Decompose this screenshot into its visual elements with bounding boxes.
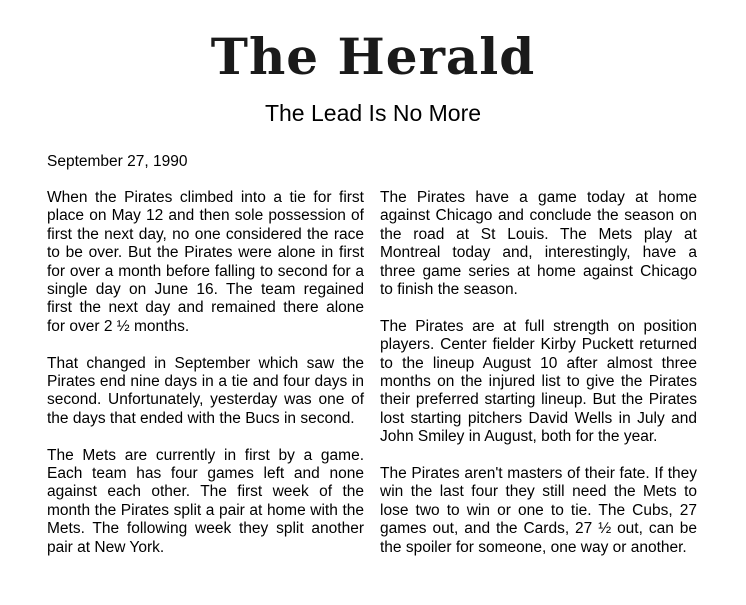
article-paragraph: The Pirates aren't masters of their fate. If they win the last four they still need the Mets to lose two to win or one to tie. The Cubs, 27 games out, and the Cards, 27 ½ out, can be the spoiler for someone, one way or another. [380,465,697,556]
article-column-left [47,189,364,575]
article-headline: The Lead Is No More [264,100,482,126]
masthead-title: The Herald [210,27,536,86]
article-dateline: September 27, 1990 [47,153,188,170]
article-paragraph: The Mets are currently in first by a game. Each team has four games left and none against each other. The first week of the month the Pirates split a pair at home with the Mets. The following week they split another pair at New York. [47,446,364,556]
article-paragraph: That changed in September which saw the Pirates end nine days in a tie and four days in second. Unfortunately, yesterday was one of the days that ended with the Bucs in second. [47,354,364,427]
article-paragraph: When the Pirates climbed into a tie for first place on May 12 and then sole possession of first the next day, no one considered the race to be over. But the Pirates were alone in first for over a month before falling to second for a single day on June 16. The team regained first the next day and remained there alone for over 2 ½ months. [47,189,364,335]
article-column-right [380,189,697,575]
article-paragraph: The Pirates are at full strength on position players. Center fielder Kirby Puckett returned to the lineup August 10 after almost three months on the injured list to give the Pirates their preferred starting lineup. But the Pirates lost starting pitchers David Wells in July and John Smiley in August, both for the year. [380,317,697,446]
article-paragraph: The Pirates have a game today at home against Chicago and conclude the season on the road at St Louis. The Mets play at Montreal today and, interestingly, have a three game series at home against Chicago to finish the season. [380,189,697,299]
